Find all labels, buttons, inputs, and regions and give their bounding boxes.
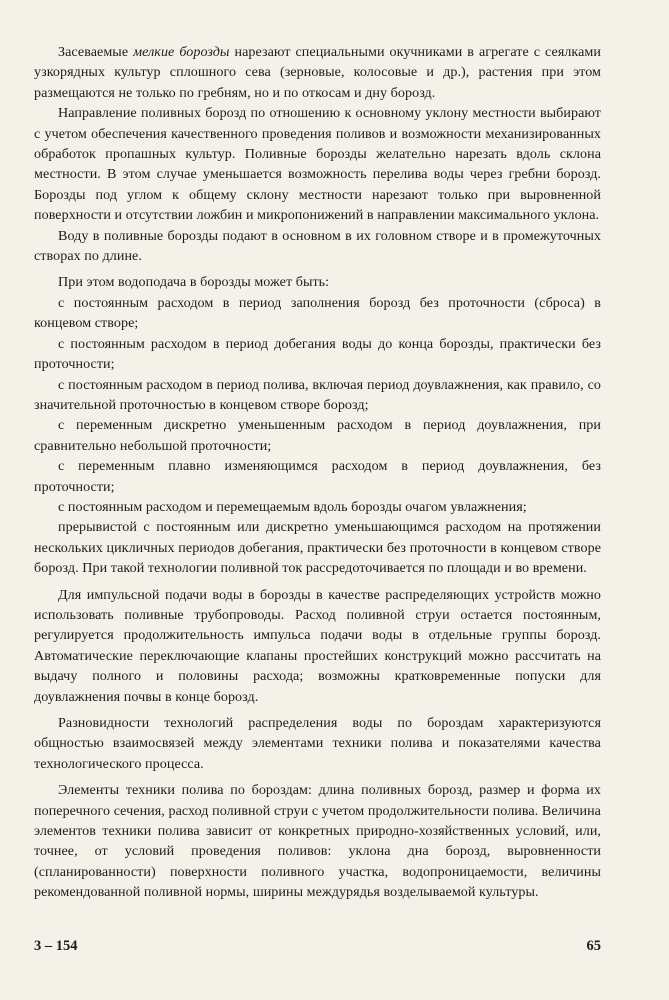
- paragraph-2: Направление поливных борозд по отношению к основному уклону местности выбирают с учетом обеспечения качественного проведения поливов и возможности механизированных обработок пропашных культур. Поливные борозды желательно нарезать вдоль склона местности. В этом случае уменьшается возможность перелива воды через гребни борозд. Борозды под углом к общему склону местности нарезают только при выровненной поверхности и отсутствии ложбин и микропонижений в направлении максимального уклона.: [34, 105, 601, 224]
- list-item-7: прерывистой с постоянным или дискретно уменьшающимся расходом на протяжении нескольких цикличных периодов добегания, практически без проточности в концевом створе борозд. При такой технологии поливной ток рассредоточивается по площади и во времени.: [34, 519, 601, 577]
- paragraph-5: Для импульсной подачи воды в борозды в качестве распределяющих устройств можно использовать поливные трубопроводы. Расход поливной струи остается постоянным, регулируется продолжительность импульса подачи воды в отдельные группы борозд. Автоматические переключающие клапаны простейших конструкций можно рассчитать на выдачу полного и половины расхода; возможны кратковременные попуски для доувлажнения почвы в конце борозд.: [34, 586, 601, 705]
- paragraph-1: [34, 42, 601, 103]
- paragraph-7: Элементы техники полива по бороздам: длина поливных борозд, размер и форма их поперечного сечения, расход поливной струи с учетом продолжительности полива. Величина элементов техники полива зависит от конкретных природно-хозяйственных условий, или, точнее, от условий проведения поливов: уклона дна борозд, выровненности (спланированности) поверхности поливного участка, водопроницаемости, величины рекомендованной поливной нормы, ширины междурядья возделываемой культуры.: [34, 782, 601, 901]
- paragraph-4: При этом водоподача в борозды может быть:: [58, 274, 330, 291]
- paragraph-1-rest: нарезают специальными окучниками в агрегате с сеялками узкорядных культур сплошного сева (зерновые, колосовые и др.), растения при этом размещаются не только по гребням, но и по откосам и дну борозд.: [34, 44, 601, 101]
- list-item-3: с постоянным расходом в период полива, включая период доувлажнения, как правило, со значительной проточностью в концевом створе борозд;: [34, 376, 601, 413]
- list-item-6: с постоянным расходом и перемещаемым вдоль борозды очагом увлажнения;: [58, 498, 527, 515]
- emphasis-term: мелкие борозды: [133, 44, 230, 60]
- paragraph-1-start: Засеваемые: [58, 44, 134, 60]
- list-item-4: с переменным дискретно уменьшенным расходом в период доувлажнения, при сравнительно небольшой проточности;: [34, 417, 601, 454]
- list-item-1: с постоянным расходом в период заполнения борозд без проточности (сброса) в концевом створе;: [34, 294, 601, 332]
- signature-mark: 3 – 154: [34, 938, 78, 954]
- list-item-2: с постоянным расходом в период добегания воды до конца борозды, практически без проточности;: [34, 335, 601, 373]
- page-footer: [34, 938, 601, 960]
- page-number: 65: [586, 938, 601, 954]
- paragraph-6: Разновидности технологий распределения воды по бороздам характеризуются общностью взаимосвязей между элементами техники полива и показателями качества технологического процесса.: [34, 715, 601, 772]
- list-item-5: с переменным плавно изменяющимся расходом в период доувлажнения, без проточности;: [34, 458, 601, 495]
- paragraph-3: Воду в поливные борозды подают в основном в их головном створе и в промежуточных створах по длине.: [34, 227, 601, 265]
- page-content: [34, 42, 601, 903]
